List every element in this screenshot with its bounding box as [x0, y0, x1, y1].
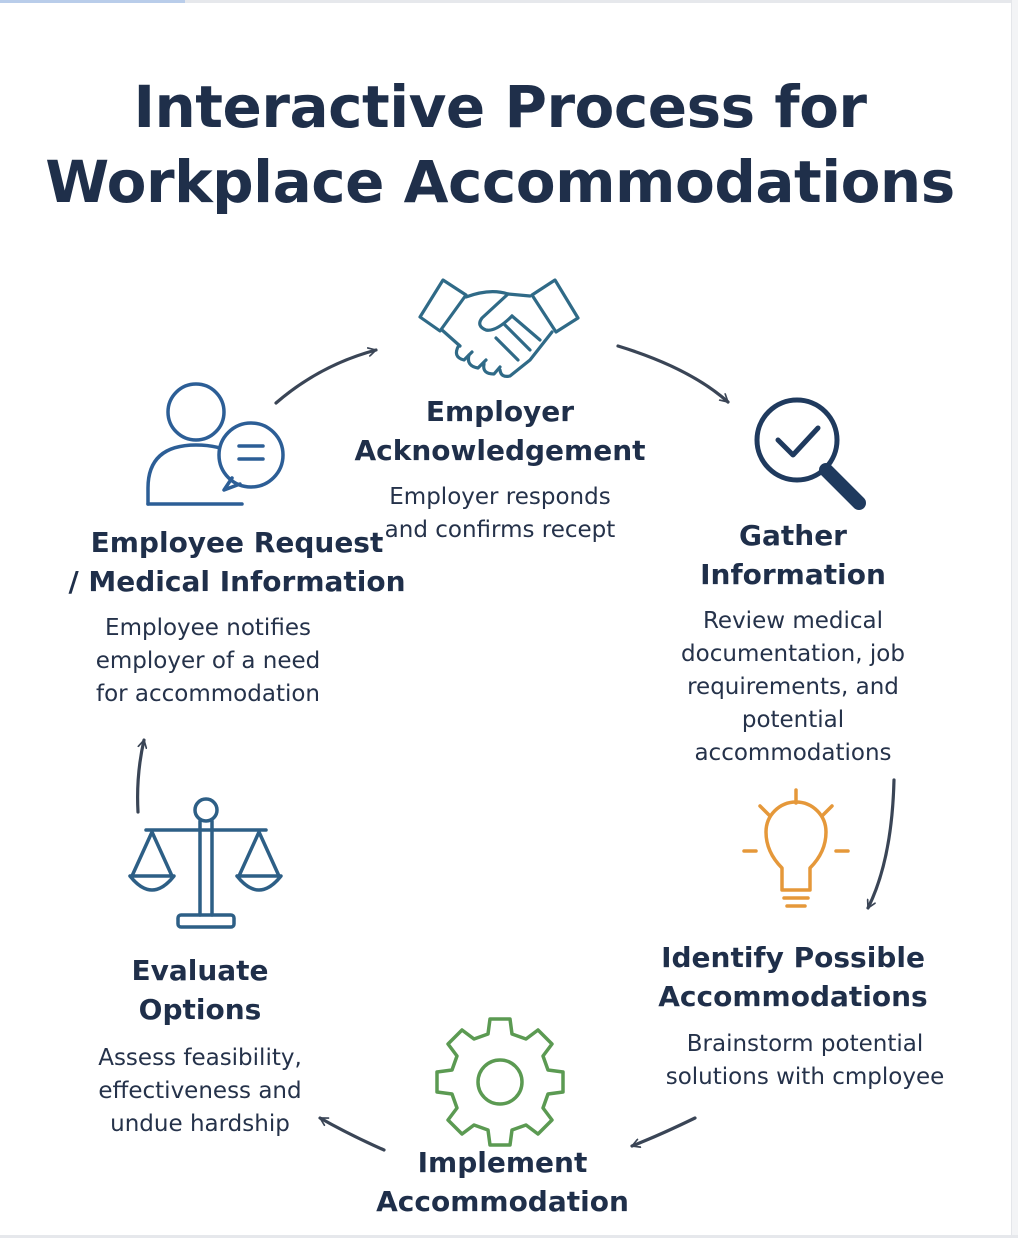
step-heading-implement-accommodation	[340, 1143, 665, 1221]
heading-line: Employer	[425, 395, 575, 428]
description-line: Employee notifies	[105, 615, 311, 641]
arrow-gather-to-identify	[868, 780, 894, 908]
step-description-gather-information	[643, 605, 943, 770]
description-line: effectiveness and	[98, 1078, 302, 1104]
description-line: and confirms recept	[384, 517, 616, 543]
title-line-1: Interactive Process for	[133, 73, 867, 141]
title-line-2: Workplace Accommodations	[45, 148, 955, 216]
heading-line: Employee Request	[90, 526, 384, 559]
step-heading-gather-information	[643, 516, 943, 594]
arrow-identify-to-implement	[632, 1118, 695, 1146]
heading-line: Options	[138, 993, 262, 1026]
step-heading-employer-acknowledgement	[330, 392, 670, 470]
step-description-employee-request	[58, 612, 358, 711]
step-description-evaluate-options	[50, 1042, 350, 1141]
heading-line: Acknowledgement	[354, 434, 646, 467]
heading-line: / Medical Information	[68, 565, 406, 598]
description-line: potential	[741, 707, 845, 733]
magnifier-check-icon	[757, 400, 859, 503]
description-line: employer of a need	[95, 648, 321, 674]
gear-icon	[437, 1019, 563, 1145]
lightbulb-icon	[744, 790, 848, 906]
heading-line: Accommodation	[376, 1185, 629, 1218]
description-line: Assess feasibility,	[98, 1045, 302, 1071]
description-line: solutions with cmployee	[665, 1064, 945, 1090]
arrow-evaluate-to-request	[138, 740, 144, 812]
description-line: documentation, job	[681, 641, 905, 667]
description-line: accommodations	[694, 740, 892, 766]
description-line: Brainstorm potential	[686, 1031, 924, 1057]
heading-line: Identify Possible	[661, 941, 925, 974]
description-line: Review medical	[702, 608, 884, 634]
description-line: Employer responds	[389, 484, 611, 510]
step-description-identify-possible-accommodations	[640, 1028, 970, 1094]
heading-line: Information	[700, 558, 886, 591]
heading-line: Evaluate	[131, 954, 269, 987]
heading-line: Accommodations	[658, 980, 928, 1013]
step-heading-employee-request	[52, 523, 422, 601]
heading-line: Implement	[417, 1146, 588, 1179]
scales-icon	[130, 799, 281, 927]
handshake-icon	[420, 280, 578, 376]
heading-line: Gather	[739, 519, 847, 552]
description-line: requirements, and	[687, 674, 899, 700]
description-line: undue hardship	[110, 1111, 290, 1137]
step-heading-evaluate-options	[60, 951, 340, 1029]
person-chat-icon	[148, 384, 283, 504]
step-heading-identify-possible-accommodations	[628, 938, 958, 1016]
description-line: for accommodation	[95, 681, 321, 707]
